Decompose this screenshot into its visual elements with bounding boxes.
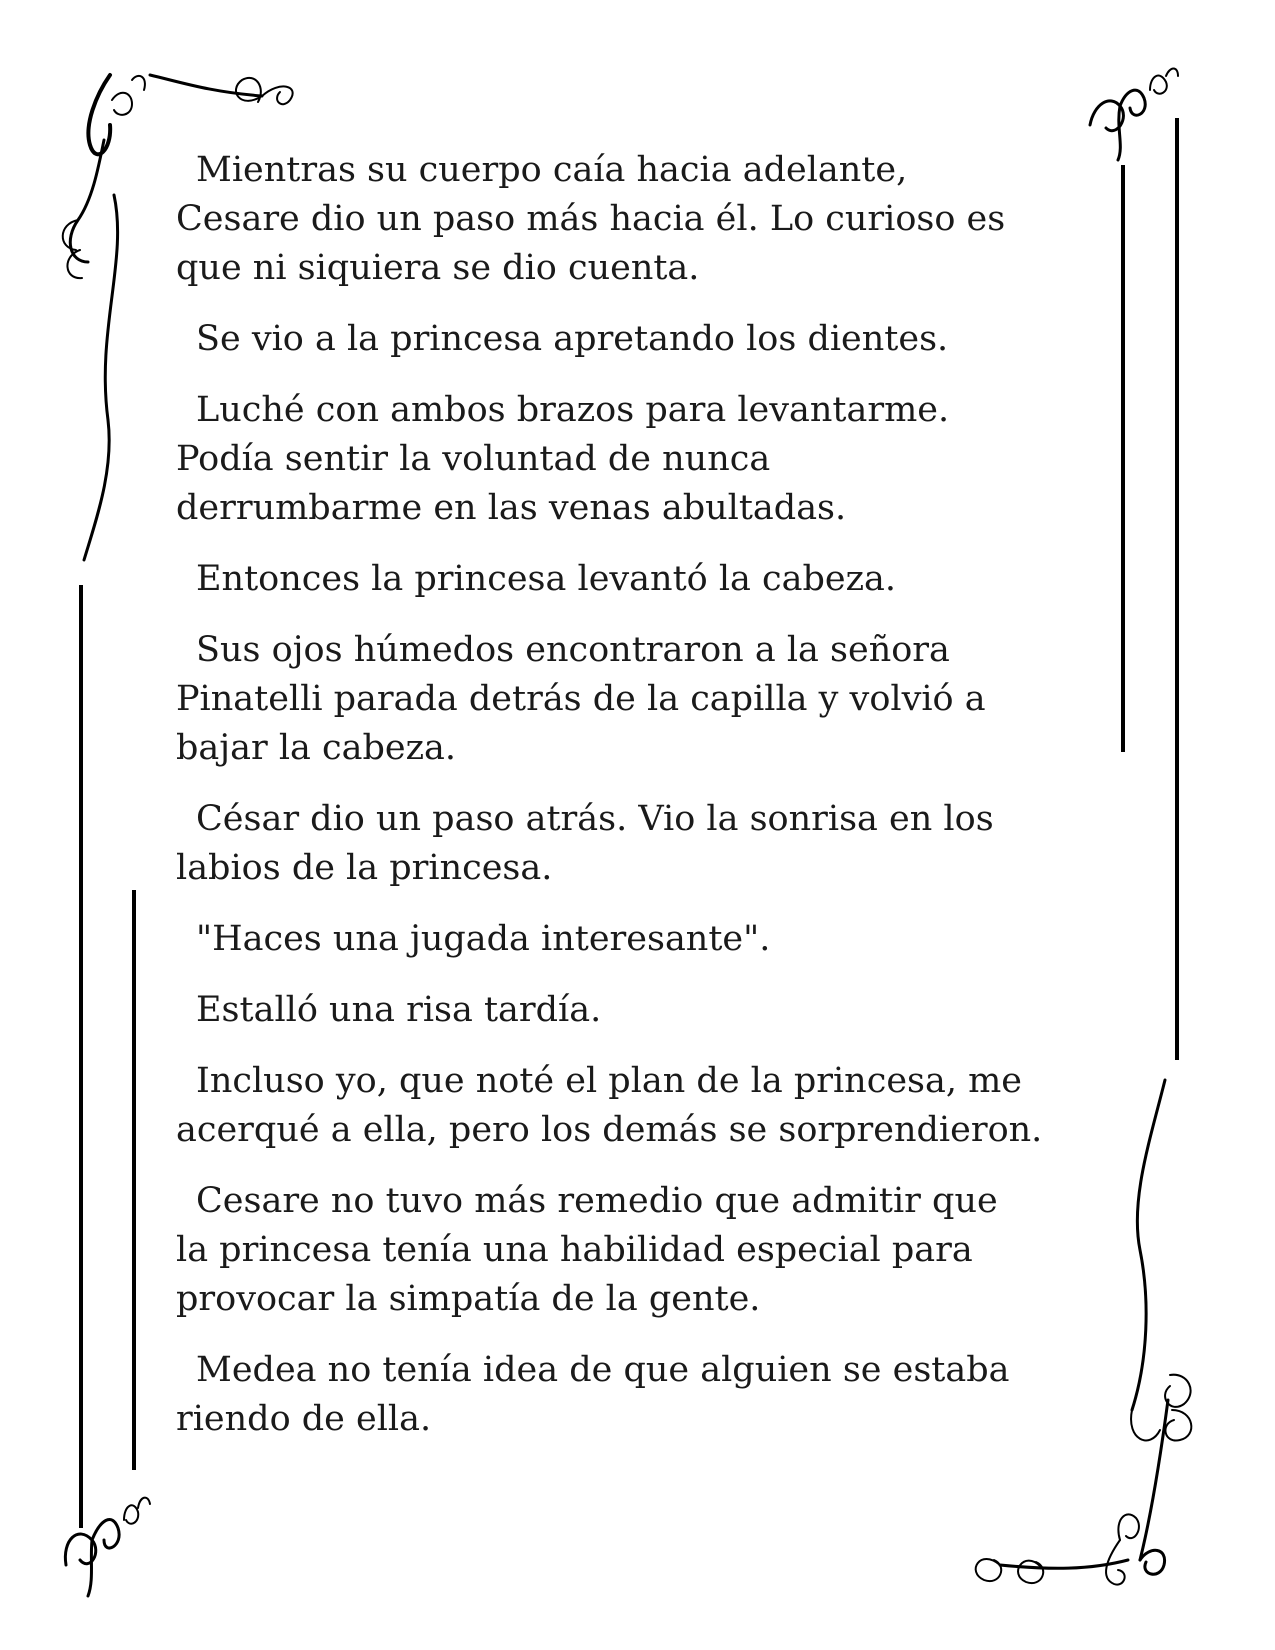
paragraph-4: Entonces la princesa levantó la cabeza. (196, 559, 897, 599)
paragraph-7: "Haces una jugada interesante". (196, 919, 771, 959)
paragraph-8: Estalló una risa tardía. (196, 990, 602, 1030)
paragraph-2: Se vio a la princesa apretando los dientes. (196, 319, 949, 359)
paragraph-1: Mientras su cuerpo caía hacia adelante, Cesare dio un paso más hacia él. Lo curioso es que ni siquiera se dio cuenta. (176, 150, 1006, 288)
paragraph-9: Incluso yo, que noté el plan de la princesa, me acerqué a ella, pero los demás se sorprendieron. (176, 1061, 1043, 1150)
paragraph-6: César dio un paso atrás. Vio la sonrisa en los labios de la princesa. (176, 799, 994, 888)
paragraph-11: Medea no tenía idea de que alguien se estaba riendo de ella. (176, 1350, 1010, 1439)
bottom-left-flourish-icon (65, 1498, 150, 1596)
paragraph-3: Luché con ambos brazos para levantarme. Podía sentir la voluntad de nunca derrumbarme en las venas abultadas. (176, 390, 950, 528)
document-body (176, 146, 1106, 1466)
paragraph-10: Cesare no tuvo más remedio que admitir que la princesa tenía una habilidad especial para provocar la simpatía de la gente. (176, 1181, 998, 1319)
paragraph-5: Sus ojos húmedos encontraron a la señora Pinatelli parada detrás de la capilla y volvió a bajar la cabeza. (176, 630, 986, 768)
